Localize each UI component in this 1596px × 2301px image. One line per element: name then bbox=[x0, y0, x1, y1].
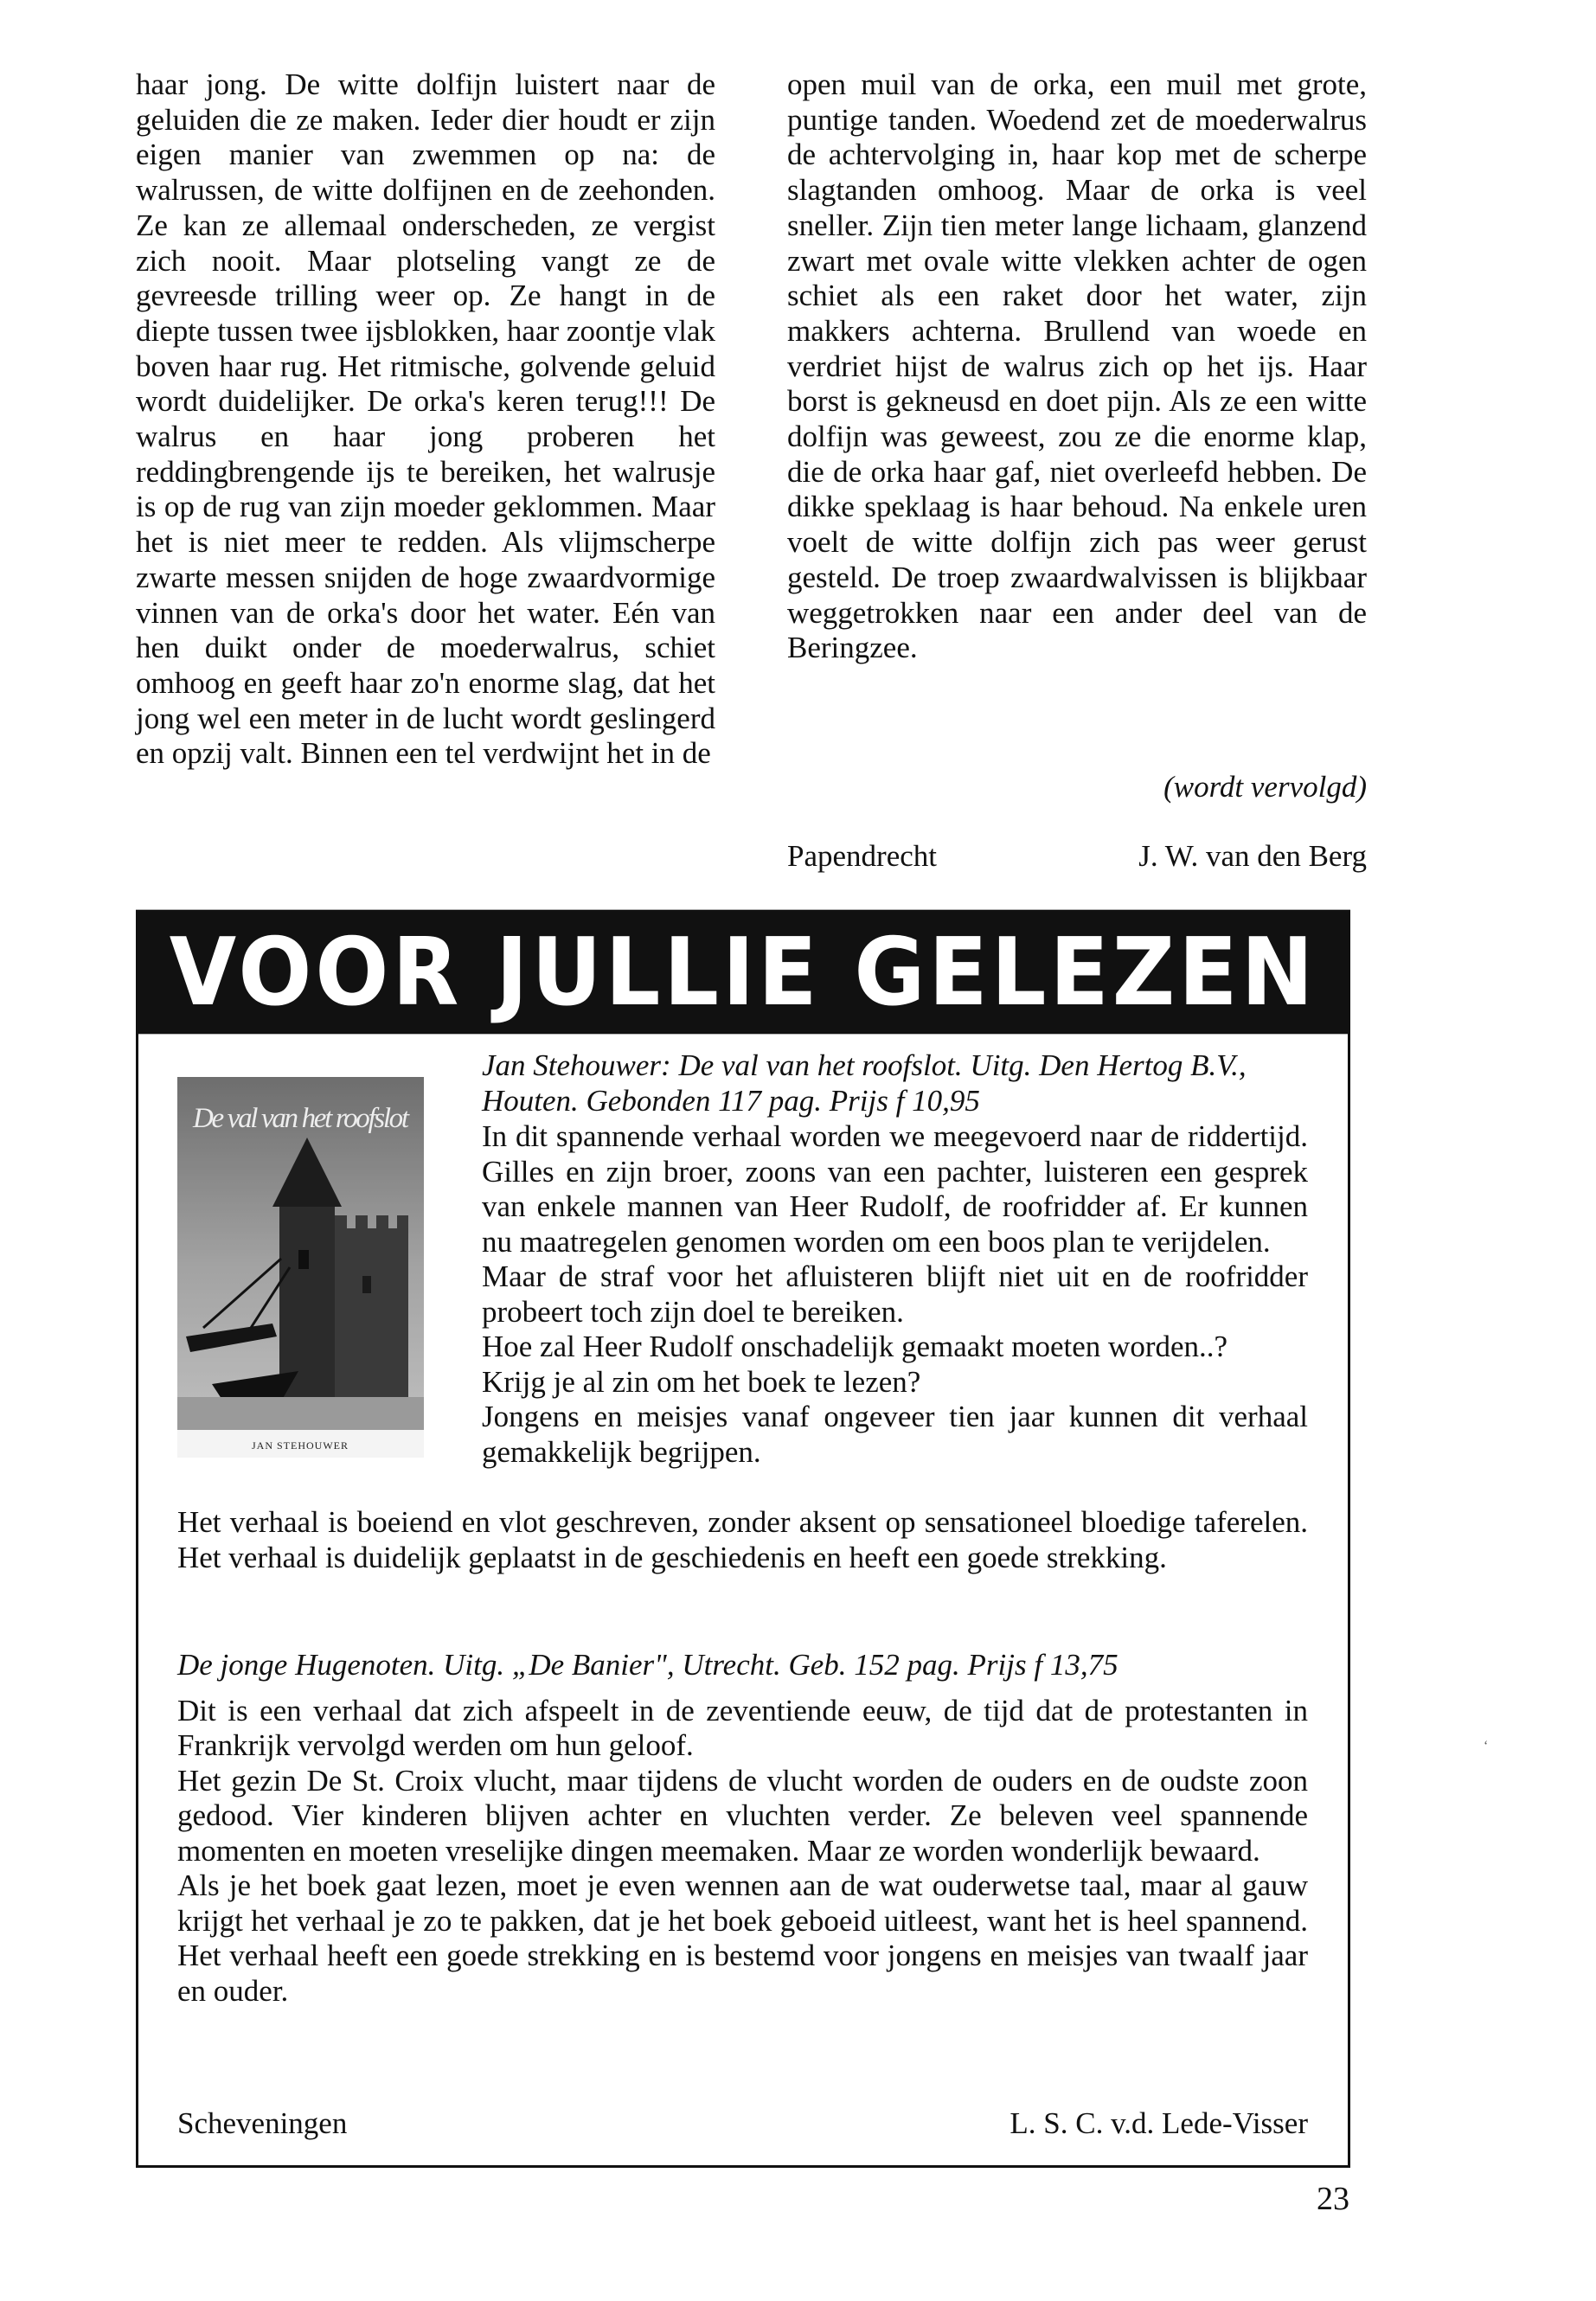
review2-place: Scheveningen bbox=[177, 2106, 348, 2140]
review2-author: L. S. C. v.d. Lede-Visser bbox=[1010, 2106, 1308, 2140]
review1-paragraph: Maar de straf voor het afluisteren blijft niet uit en de roofridder probeert toch zijn doel te bereiken. bbox=[482, 1259, 1308, 1329]
review1-body bbox=[482, 1119, 1308, 1470]
stray-mark: ‘ bbox=[1484, 1739, 1489, 1753]
review1-citation: Jan Stehouwer: De val van het roofslot. Uitg. Den Hertog B.V., Houten. Gebonden 117 pag. Prijs f 10,95 bbox=[482, 1048, 1247, 1118]
castle-window bbox=[298, 1250, 309, 1269]
review2-paragraph: Als je het boek gaat lezen, moet je even wennen aan de wat ouderwetse taal, maar al gauw krijgt het verhaal je zo te pakken, dat je het boek geboeid uitleest, want het is heel spannend. Het verhaal heeft een goede strekking en is bestemd voor jongens en meisjes van twaalf jaar en ouder. bbox=[177, 1868, 1308, 2008]
review2-paragraph: Dit is een verhaal dat zich afspeelt in de zeventiende eeuw, de tijd dat de protestanten in Frankrijk vervolgd werden om hun geloof. bbox=[177, 1693, 1308, 1762]
continued-note: (wordt vervolgd) bbox=[1163, 770, 1367, 804]
review2-paragraph: Het gezin De St. Croix vlucht, maar tijdens de vlucht worden de ouders en de oudste zoon gedood. Vier kinderen blijven achter en vluchten verder. Ze beleven veel spannende momenten en moeten vreselijke dingen meemaken. Maar ze worden wonderlijk bewaard. bbox=[177, 1763, 1308, 1868]
review1-paragraph: In dit spannende verhaal worden we meegevoerd naar de riddertijd. Gilles en zijn broer, zoons van een pachter, luisteren een gesprek van enkele mannen van Heer Rudolf, de roofridder af. Er kunnen nu maatregelen genomen worden om een boos plan te verijdelen. bbox=[482, 1119, 1308, 1259]
story-author: J. W. van den Berg bbox=[1138, 839, 1367, 873]
page-number: 23 bbox=[1317, 2181, 1349, 2217]
castle-wall bbox=[335, 1228, 408, 1406]
review1-paragraph: Jongens en meisjes vanaf ongeveer tien jaar kunnen dit verhaal gemakkelijk begrijpen. bbox=[482, 1400, 1308, 1469]
review1-paragraph: Hoe zal Heer Rudolf onschadelijk gemaakt moeten worden..? bbox=[482, 1330, 1228, 1363]
story-column-left bbox=[136, 67, 715, 772]
review1-conclusion: Het verhaal is boeiend en vlot geschreven, zonder aksent op sensationeel bloedige taferelen. Het verhaal is duidelijk geplaatst in de geschiedenis en heeft een goede strekking. bbox=[177, 1505, 1308, 1574]
story-column-right bbox=[787, 67, 1367, 666]
review2-body bbox=[177, 1648, 1308, 2009]
story-text-right: open muil van de orka, een muil met grote, puntige tanden. Woedend zet de moederwalrus de achtervolging in, haar kop met de scherpe slagtanden omhoog. Maar de orka is veel sneller. Zijn tien meter lange lichaam, glanzend zwart met ovale witte vlekken achter de ogen schiet als een raket door het water, zijn makkers achterna. Brullend van woede en verdriet hijst de walrus zich op het ijs. Haar borst is gekneusd en doet pijn. Als ze een witte dolfijn was geweest, zou ze die enorme klap, die de orka haar gaf, niet overleefd hebben. De dikke speklaag is haar behoud. Na enkele uren voelt de witte dolfijn zich pas weer gerust gesteld. De troep zwaardwalvissen is blijkbaar weggetrokken naar een ander deel van de Beringzee. bbox=[787, 67, 1367, 665]
story-text-left: haar jong. De witte dolfijn luistert naar de geluiden die ze maken. Ieder dier houdt er zijn eigen manier van zwemmen op na: de walrussen, de witte dolfijnen en de zeehonden. Ze kan ze allemaal onderscheden, ze vergist zich nooit. Maar plotseling vangt ze de gevreesde trilling weer op. Ze hangt in de diepte tussen twee ijsblokken, haar zoontje vlak boven haar rug. Het ritmische, golvende geluid wordt duidelijker. De orka's keren terug!!! De walrus en haar jong proberen het reddingbrengende ijs te bereiken, het walrusje is op de rug van zijn moeder geklommen. Maar het is niet meer te redden. Als vlijmscherpe zwarte messen snijden de hoge zwaardvormige vinnen van de orka's door het water. Eén van hen duikt onder de moederwalrus, schiet omhoog en geeft haar zo'n enorme slag, dat het jong wel een meter in de lucht wordt geslingerd en opzij valt. Binnen een tel verdwijnt het in de bbox=[136, 67, 715, 771]
book-cover-image bbox=[177, 1077, 424, 1458]
review1-paragraph: Krijg je al zin om het boek te lezen? bbox=[482, 1364, 921, 1399]
story-place: Papendrecht bbox=[787, 839, 937, 873]
review2-citation: De jonge Hugenoten. Uitg. „De Banier", Utrecht. Geb. 152 pag. Prijs f 13,75 bbox=[177, 1648, 1118, 1682]
cover-author-text: JAN STEHOUWER bbox=[252, 1439, 349, 1452]
section-banner: VOOR JULLIE GELEZEN bbox=[136, 910, 1350, 1035]
cover-title-text: De val van het roofslot bbox=[193, 1103, 409, 1134]
